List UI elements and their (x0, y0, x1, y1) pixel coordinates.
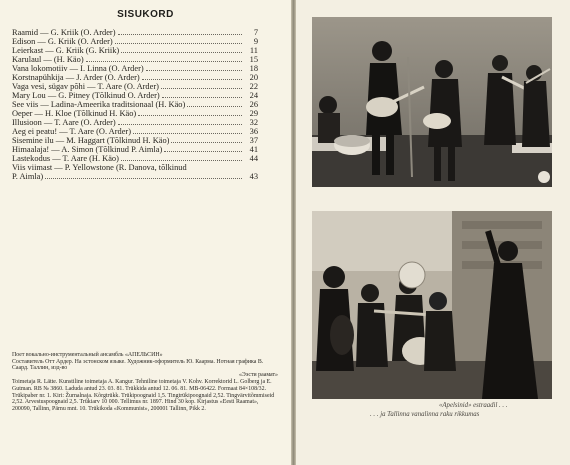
toc-entry-page: 22 (249, 82, 258, 91)
toc-entry-title: Oeper — H. Kloe (Tõlkinud H. Käo) (12, 109, 137, 118)
toc-entry-title: Vaga vesi, sügav põhi — T. Aare (O. Arder) (12, 82, 159, 91)
toc-entry (12, 37, 258, 46)
toc-leader (187, 106, 242, 107)
stage-photo-drawing (312, 17, 552, 187)
contents-heading: SISUKORD (117, 9, 174, 20)
toc-entry (12, 136, 258, 145)
old-town-photo-drawing (312, 211, 552, 399)
toc-entry-title: Karulaul — (H. Käo) (12, 55, 84, 64)
photo-caption-line2: . . . ja Tallinna vanalinna raku rikkumas (370, 411, 480, 418)
toc-entry-page: 7 (253, 28, 258, 37)
toc-entry (12, 118, 258, 127)
toc-leader (118, 34, 242, 35)
toc-leader (146, 70, 242, 71)
imprint-block (12, 352, 278, 412)
toc-leader (133, 133, 242, 134)
right-page (296, 0, 570, 465)
toc-entry-page: 41 (249, 145, 258, 154)
toc-entry-page: 11 (249, 46, 258, 55)
toc-leader (161, 88, 242, 89)
toc-entry (12, 55, 258, 64)
toc-leader (121, 52, 242, 53)
toc-entry-title: Raamid — G. Kriik (O. Arder) (12, 28, 116, 37)
toc-leader (171, 142, 242, 143)
imprint-russian-line3: «Ээсти раамат» (238, 371, 278, 378)
toc-entry (12, 82, 258, 91)
toc-entry-title: Vana lokomotiiv — I. Linna (O. Arder) (12, 64, 144, 73)
toc-entry-last-line2: P. Aimla) (12, 172, 44, 181)
toc-entry-title: Sisemine ilu — M. Haggart (Tõlkinud H. Käo) (12, 136, 170, 145)
toc-entry-title: Korstnapühkija — J. Arder (O. Arder) (12, 73, 140, 82)
toc-leader (45, 178, 242, 179)
toc-leader (138, 115, 242, 116)
toc-entry-title: Himaalaja! — A. Simon (Tõlkinud P. Aimla) (12, 145, 163, 154)
toc-entry-last-line1: Viis viimast — P. Yellowstone (R. Danova, tõlkinud (12, 163, 187, 172)
toc-leader (121, 160, 242, 161)
imprint-estonian: Toimetaja R. Lätte. Kunstiline toimetaja A. Kangur. Tehniline toimetaja V. Kohv. Korrektorid L. Golberg ja E. Gutman. RB № 3860. Laduda antud 23. 03. 81. Trükkida antud 12. 06. 81. MB-06422. Formaat 84×108/32. Trükipaber nr. 1. Kiri: Žurnalnaja. Kõrgtrükk. Trükipoognaid 1,5. Tingtrükipoognaid 2,52. Tingvärvitõmmiseid 2,52. Arvestuspoognaid 2,5. Trükiarv 10 000. Tellimus nr. 1897. Hind 30 kop. Kirjastus «Eesti Raamat», 200090, Tallinn, Pärnu mnt. 10. Trükikoda «Kommunist», 200001 Tallinn, Pikk 2. (12, 379, 275, 412)
toc-entry-page: 32 (249, 118, 258, 127)
imprint-russian-line2: Составитель Отт Ардер. На эстонском языке. Художник-оформитель Ю. Каарма. Нотная графика В. Саард. Таллин, изд-во (12, 358, 264, 372)
toc-entry-page: 24 (249, 91, 258, 100)
toc-entry-page: 37 (249, 136, 258, 145)
toc-entry (12, 127, 258, 136)
toc-entry-title: Leierkast — G. Kriik (G. Kriik) (12, 46, 120, 55)
toc-leader (118, 124, 242, 125)
band-in-old-town-photo (312, 211, 552, 399)
toc-entry-title: Lastekodus — T. Aare (H. Käo) (12, 154, 119, 163)
toc-entry-page: 15 (249, 55, 258, 64)
band-on-stage-photo (312, 17, 552, 187)
toc-entry-title: Edison — G. Kriik (O. Arder) (12, 37, 113, 46)
toc-entry (12, 46, 258, 55)
toc-entry-page: 44 (249, 154, 258, 163)
toc-leader (115, 43, 242, 44)
toc-entry-title: Mary Lou — G. Pitney (Tõlkinud O. Arder) (12, 91, 160, 100)
toc-entry (12, 145, 258, 154)
toc-entry-page: 26 (249, 100, 258, 109)
toc-entry (12, 109, 258, 118)
toc-entry-title: See viis — Ladina-Ameerika traditsionaal (H. Käo) (12, 100, 186, 109)
photo-caption-line1: «Apelsinid» estraadil . . . (439, 402, 508, 409)
toc-entry-page: 36 (249, 127, 258, 136)
toc-entry-page: 29 (249, 109, 258, 118)
toc-leader (162, 97, 242, 98)
toc-entry (12, 64, 258, 73)
table-of-contents (12, 28, 258, 181)
toc-entry-page: 18 (249, 64, 258, 73)
toc-entry (12, 73, 258, 82)
toc-entry (12, 28, 258, 37)
toc-entry (12, 91, 258, 100)
toc-leader (86, 61, 242, 62)
toc-entry-page: 9 (253, 37, 258, 46)
toc-leader (164, 151, 242, 152)
toc-entry (12, 100, 258, 109)
toc-entry-last (12, 172, 258, 181)
toc-entry (12, 154, 258, 163)
toc-leader (142, 79, 242, 80)
toc-entry-title: Aeg ei peatu! — T. Aare (O. Arder) (12, 127, 131, 136)
imprint-russian-line1: Поет вокально-инструментальный ансамбль «АПЕЛЬСИН» (12, 352, 163, 358)
toc-entry-page: 20 (249, 73, 258, 82)
toc-entry-last-page: 43 (249, 172, 258, 181)
toc-entry-title: Illusioon — T. Aare (O. Arder) (12, 118, 116, 127)
